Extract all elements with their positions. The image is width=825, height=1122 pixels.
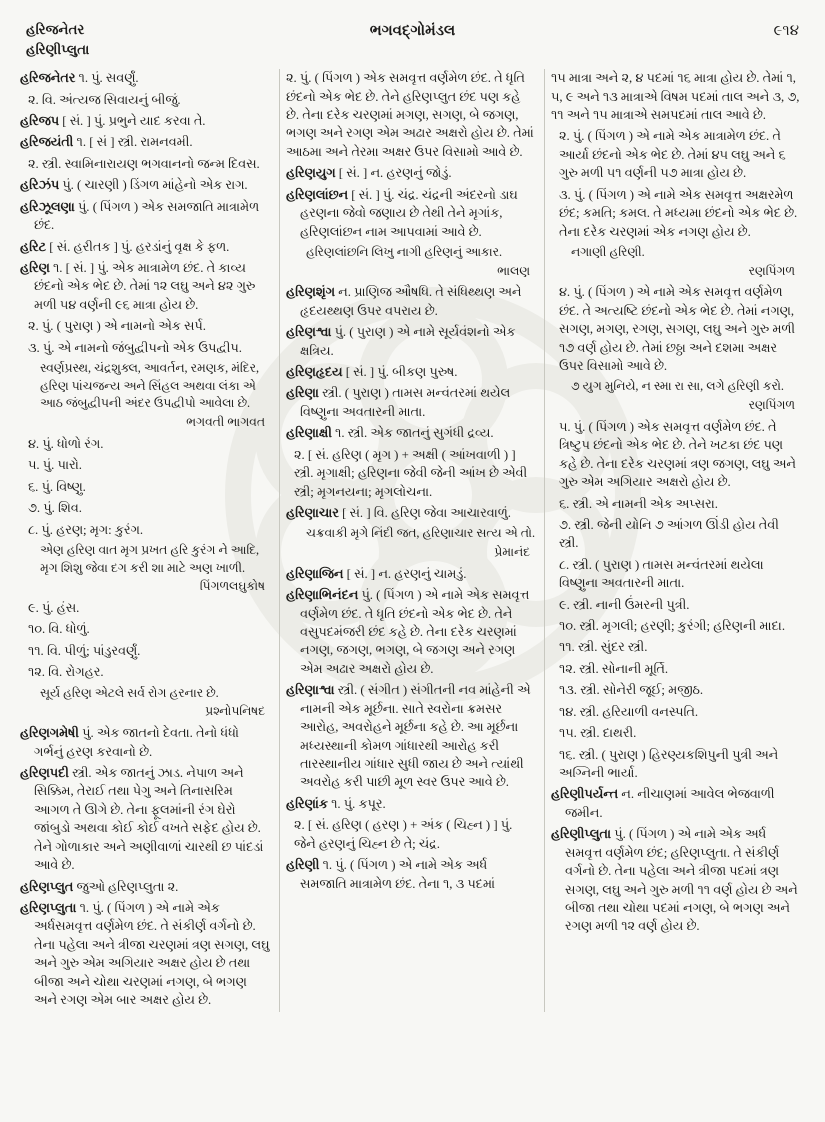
continuation-line: ૨. પું. ( પિંગળ ) એક સમવૃત્ત વર્ણમેળ છંદ. તે ધૃતિ છંદનો એક ભેદ છે. તેને હરિણપ્લુત છંદ પણ કહે છે. તેના દરેક ચરણમાં મગણ, સગણ, બે જગણ, ભગણ અને રગણ એમ અઢાર અક્ષરો હોય છે. તેમાં આઠમા અને તેરમા અક્ષર ઉપર વિસામો આવે છે.	[286, 71, 534, 159]
headword: હરિજયંતી	[20, 135, 74, 150]
headword: હરિટ	[20, 239, 47, 254]
dictionary-entry: હરિણ ૧. [ સં. ] પું. એક માત્રામેળ છંદ. તે કાવ્ય છંદનો એક ભેદ છે. તેમાં ૧૨ લઘુ અને ૪૨ ગુરુ મળી ૫૪ વર્ણની ૯૬ માત્રા હોય છે.	[20, 260, 256, 312]
headword: હરિણી	[286, 858, 320, 873]
book-title: ભગવદ્ગોમંડલ	[369, 23, 456, 39]
dictionary-entry: હરિણયુગ [ સં. ] ન. હરણનું જોડું.	[286, 166, 452, 181]
sense-line: ૩. પું. ( પિંગળ ) એ નામે એક સમવૃત્ત અક્ષરમેળ છંદ; કમતિ; કમલ. તે મધ્યમા છંદનો એક ભેદ છે. તેના દરેક ચરણમાં એક નગણ હોય છે.	[559, 187, 798, 239]
headword: હરિણીપર્યન્ત	[551, 787, 619, 802]
dictionary-entry: હરિણપ્લુત જુઓ હરિણપ્લુતા ૨.	[20, 879, 179, 894]
headword: હરિણીપ્લુતા	[551, 827, 612, 842]
headword: હરિણપ્લુત	[20, 879, 74, 894]
dictionary-entry: હરિણપ્લુતા ૧. પું. ( પિંગળ ) એ નામે એક અર્ધસમવૃત્ત વર્ણમેળ છંદ. તે સંકીર્ણ વર્ગનો છે. તેના પહેલા અને ત્રીજા ચરણમાં ત્રણ સગણ, લઘુ અને ગુરુ એમ અગિયાર અક્ષર હોય છે તથા બીજા અને ચોથા ચરણમાં નગણ, બે ભગણ અને રગણ એમ બાર અક્ષર હોય છે.	[20, 900, 270, 1008]
quote-line: હરિણલાંછનિ લિખુ નાગી હરિણનું આકાર.	[306, 244, 503, 259]
column-3	[544, 69, 809, 1012]
continuation-line: ૧૫ માત્રા અને ૨, ૪ પદમાં ૧૬ માત્રા હોય છે. તેમાં ૧, ૫, ૯ અને ૧૩ માત્રાએ વિષમ પદમાં તાલ અને ૩, ૭, ૧૧ અને ૧૫ માત્રાએ સમપદમાં તાલ આવે છે.	[551, 71, 800, 122]
sense-line: ૨. વિ. અંત્યજ સિવાયનું બીજું.	[28, 92, 181, 107]
headword: હરિજપ	[20, 113, 60, 128]
column-2	[279, 69, 544, 1012]
headword: હરિણશ્વા	[286, 325, 332, 340]
sense-line: ૨. સ્ત્રી. સ્વામિનારાયણ ભગવાનનો જન્મ દિવસ.	[28, 156, 260, 171]
dictionary-entry: હરિણાજિન [ સં. ] ન. હરણનું ચામડું.	[286, 566, 467, 581]
headword: હરિણયુગ	[286, 166, 336, 181]
headword: હરિણાંક	[286, 796, 328, 811]
guide-word-first: હરિજનેતર	[26, 22, 85, 37]
quote-line: એણ હરિણ વાત મૃગ પ્રખત હરિ કુરંગ ને આદિ, મૃગ શિશુ જેવા દગ કરી શા માટે અણ ખાળી.	[40, 542, 260, 575]
sense-line: ૧૩. સ્ત્રી. સોનેરી જૂઈ; મજીઠ.	[559, 683, 704, 698]
dictionary-entry: હરિણી ૧. પું. ( પિંગળ ) એ નામે એક અર્ધ સમજાતિ માત્રામેળ છંદ. તેના ૧, ૩ પદમાં	[286, 858, 495, 891]
dictionary-entry: હરિણા સ્ત્રી. ( પુરાણ ) તામસ મન્વંતરમાં થયેલ વિષ્ણુના અવતારની માતા.	[286, 386, 511, 419]
sense-line: ૮. પું. હરણ; મૃગ: કુરંગ.	[28, 522, 144, 537]
headword: હરિણાચાર	[286, 505, 339, 520]
column-1	[14, 69, 279, 1012]
headword: હરિણપ્લુતા	[20, 900, 77, 915]
headword: હરિણાજિન	[286, 566, 344, 581]
sense-line: ૯. સ્ત્રી. નાની ઉંમરની પુત્રી.	[559, 597, 690, 612]
headword: હરિણાક્ષી	[286, 426, 332, 441]
sense-line: ૬. પું. વિષ્ણુ.	[28, 479, 86, 494]
sense-line: ૧૨. સ્ત્રી. સોનાની મૂર્તિ.	[559, 661, 669, 676]
dictionary-entry: હરિણશ્વા પું. ( પુરાણ ) એ નામે સૂર્યવંશનો એક ક્ષત્રિય.	[286, 325, 516, 358]
headword: હરિઝંપ	[20, 178, 60, 193]
sense-line: ૭. પું. શિવ.	[28, 501, 82, 516]
headword: હરિણગમેષી	[20, 726, 79, 741]
sense-line: ૧૧. સ્ત્રી. સુંદર સ્ત્રી.	[559, 640, 648, 655]
sense-line: ૪. પું. ( પિંગળ ) એ નામે એક સમવૃત્ત વર્ણમેળ છંદ. તે અત્યષ્ટિ છંદનો એક ભેદ છે. તેમાં નગણ, સગણ, મગણ, રગણ, સગણ, લઘુ અને ગુરુ મળી ૧૭ વર્ણ હોય છે. તેમાં છઠ્ઠા અને દશમા અક્ષર ઉપર વિસામો આવે છે.	[559, 285, 796, 374]
sense-line: ૯. પું. હંસ.	[28, 601, 80, 616]
headword: હરિણાભિનંદન	[286, 588, 359, 603]
dictionary-entry: હરિજપ [ સં. ] પું. પ્રભુને યાદ કરવા તે.	[20, 113, 206, 128]
dictionary-entry: હરિણાંક ૧. પું. કપૂર.	[286, 796, 386, 811]
dictionary-entry: હરિણીપ્લુતા પું. ( પિંગળ ) એ નામે એક અર્ધ સમવૃત્ત વર્ણમેળ છંદ; હરિણપ્લુતા. તે સંકીર્ણ વર્ગનો છે. તેના પહેલા અને ત્રીજા પદમાં ત્રણ સગણ, લઘુ અને ગુરુ મળી ૧૧ વર્ણ હોય છે અને બીજા તથા ચોથા પદમાં નગણ, બે ભગણ અને રગણ મળી ૧૨ વર્ણ હોય છે.	[551, 827, 798, 934]
dictionary-entry: હરિણીપર્યન્ત ન. નીચાણમાં આવેલ ભેજવાળી જમીન.	[551, 787, 775, 820]
headword: હરિજનેતર	[20, 71, 76, 86]
sense-line: ૨. પું. ( પુરાણ ) એ નામનો એક સર્પ.	[28, 319, 206, 334]
headword: હરિણહૃદય	[286, 365, 343, 380]
sense-line: ૭. સ્ત્રી. જેની યોનિ ૭ આંગળ ઊંડી હોય તેવી સ્ત્રી.	[559, 517, 779, 551]
dictionary-entry: હરિઝંપ પું. ( ચારણી ) ડિંગળ માંહેનો એક રાગ.	[20, 178, 248, 193]
headword: હરિણલાંછન	[286, 187, 349, 202]
citation: રણપિંગળ	[748, 398, 795, 413]
dictionary-entry: હરિણહૃદય [ સં. ] પું. બીકણ પુરુષ.	[286, 365, 458, 380]
citation: ભાલણ	[497, 263, 530, 278]
headword: હરિણા	[286, 386, 319, 401]
citation: પ્રશ્નોપનિષદ	[205, 704, 265, 719]
sense-line: ૧૪. સ્ત્રી. હરિયાળી વનસ્પતિ.	[559, 704, 699, 719]
dictionary-entry: હરિઝૂલણા પું. ( પિંગળ ) એક સમજાતિ માત્રામેળ છંદ.	[20, 199, 260, 233]
sense-line: ૩. પું. એ નામનો જંબુદ્વીપનો એક ઉપદ્વીપ.	[28, 340, 242, 355]
dictionary-entry: હરિણલાંછન [ સં. ] પું. ચંદ્ર. ચંદ્રની અંદરનો ડાઘ હરણના જેવો જણાય છે તેથી તેને મૃગાંક, હરિણલાંછન નામ આપવામાં આવે છે.	[286, 187, 518, 239]
quote-line: સૂર્ય હરિણ એટલે સર્વ રોગ હરનાર છે.	[40, 685, 219, 700]
dictionary-entry: હરિણશૃંગ ન. પ્રાણિજ ઔષધિ. તે સંધિથ્થણ અને હૃદયથ્થણ ઉપર વપરાય છે.	[286, 285, 522, 318]
quote-line: ચક્રવાકી મૃગે નિંદી જત, હરિણાચાર સત્ય એ તો.	[306, 526, 536, 541]
dictionary-entry: હરિણાચાર [ સં. ] વિ. હરિણ જેવા આચારવાળું.	[286, 505, 511, 520]
dictionary-entry: હરિજયંતી ૧. [ સં ] સ્ત્રી. રામનવમી.	[20, 135, 193, 150]
headword: હરિણાશ્વા	[286, 683, 335, 698]
sense-line: ૧૫. સ્ત્રી. દાથરી.	[559, 726, 637, 741]
dictionary-entry: હરિજનેતર ૧. પું. સવર્ણું.	[20, 71, 139, 86]
sense-line: ૪. પું. ધોળો રંગ.	[28, 436, 104, 451]
citation: પિંગળલઘુકોષ	[199, 579, 265, 594]
sense-line: ૧૬. સ્ત્રી. ( પુરાણ ) હિરણ્યકશિપુની પુત્રી અને અગ્નિની ભાર્યા.	[559, 747, 779, 781]
sense-line: ૧૨. વિ. રોગહર.	[28, 665, 104, 680]
sense-line: ૨. પું. ( પિંગળ ) એ નામે એક માત્રામેળ છંદ. તે આર્યા છંદનો એક ભેદ છે. તેમાં ૪૫ લઘુ અને ૬ ગુરુ મળી ૫૧ વર્ણની ૫૭ માત્રા હોય છે.	[559, 129, 786, 181]
header-guide-words	[26, 20, 226, 59]
page-header	[0, 0, 825, 63]
dictionary-entry: હરિટ [ સં. હરીતક ] પું. હરડાંનું વૃક્ષ કે ફળ.	[20, 239, 230, 254]
citation: રણપિંગળ	[748, 263, 795, 278]
sense-line: ૫. પું. ( પિંગળ ) એક સમવૃત્ત વર્ણમેળ છંદ. તે ત્રિષ્ટુપ છંદનો એક ભેદ છે. તેને ખટકા છંદ પણ કહે છે. તેના દરેક ચરણમાં ત્રણ જગણ, લઘુ અને ગુરુ એમ અગિયાર અક્ષરો હોય છે.	[559, 419, 796, 490]
quote-line: ૭ યુગ મુનિયે, ન સ્મા રા સા, લગે હરિણી કરો.	[571, 379, 784, 394]
sense-line: ૧૦. સ્ત્રી. મૃગલી; હરણી; કુરંગી; હરિણની માદા.	[559, 619, 786, 634]
sense-line: ૮. સ્ત્રી. ( પુરાણ ) તામસ મન્વંતરમાં થયેલા વિષ્ણુના અવતારની માતા.	[559, 557, 764, 591]
sense-line: ૧૦. વિ. ધોળું.	[28, 622, 90, 637]
headword: હરિઝૂલણા	[20, 199, 75, 214]
headword: હરિણપદી	[20, 766, 69, 780]
dictionary-entry: હરિણાક્ષી ૧. સ્ત્રી. એક જાતનું સુગંધી દ્રવ્ય.	[286, 426, 494, 441]
text-columns	[0, 63, 825, 1012]
sense-line: ૬. સ્ત્રી. એ નામની એક અપ્સરા.	[559, 496, 718, 511]
dictionary-entry: હરિણગમેષી પું. એક જાતનો દેવતા. તેનો ધંધો ગર્ભનું હરણ કરવાનો છે.	[20, 726, 239, 759]
sense-line: ૨. [ સં. હરિણ ( મૃગ ) + અક્ષી ( આંખવાળી ) ] સ્ત્રી. મૃગાક્ષી; હરિણના જેવી જેની આંખ છે એવી સ્ત્રી; મૃગનયના; મૃગલોચના.	[294, 447, 528, 499]
page-number: ૯૧૪	[773, 23, 799, 39]
headword: હરિણશૃંગ	[286, 285, 335, 300]
sense-line: ૨. [ સં. હરિણ ( હરણ ) + અંક ( ચિહ્ન ) ] પું. જેને હરણનું ચિહ્ન છે તે; ચંદ્ર.	[294, 818, 513, 851]
dictionary-entry: હરિણાભિનંદન પું. ( પિંગળ ) એ નામે એક સમવૃત્ત વર્ણમેળ છંદ. તે ધૃતિ છંદનો એક ભેદ છે. તેને વસુપદમંજરી છંદ કહે છે. તેના દરેક ચરણમાં નગણ, જગણ, ભગણ, બે જગણ અને રગણ એમ અઢાર અક્ષરો હોય છે.	[286, 588, 530, 676]
citation: ભગવતી ભાગવત	[186, 415, 265, 430]
quote-line: સ્વર્ણપ્રસ્થ, ચંદ્રશુક્લ, આવર્તન, રમણક, મંદિર, હરિણ પાંચજન્ય અને સિંહલ અથવા લંકા એ આઠ જંબુદ્વીપની અંદર ઉપદ્વીપો આવેલા છે.	[40, 361, 260, 411]
quote-line: નગાણી હરિણી.	[571, 244, 645, 259]
sense-line: ૧૧. વિ. પીળું; પાંડુરવર્ણું.	[28, 643, 141, 658]
sense-line: ૫. પું. પારો.	[28, 458, 82, 473]
guide-word-last: હરિણીપ્લુતા	[26, 41, 90, 57]
citation: પ્રેમાનંદ	[494, 545, 530, 560]
headword: હરિણ	[20, 260, 50, 275]
dictionary-entry: હરિણાશ્વા સ્ત્રી. ( સંગીત ) સંગીતની નવ માંહેની એ નામની એક મૂર્છના. સાતે સ્વરોના ક્રમસર આરોહ, અવરોહને મૂર્છના કહે છે. આ મૂર્છના મધ્યસ્થાની કોમળ ગાંધારથી આરોહ કરી તારસ્થાનીય ગાંધાર સુધી જાય છે અને ત્યાંથી અવરોહ કરી પાછી મૂળ સ્વર ઉપર આવે છે.	[286, 683, 531, 790]
dictionary-entry: હરિણપદી સ્ત્રી. એક જાતનું ઝાડ. નેપાળ અને સિક્કિમ, તેરાઈ તથા પેગુ અને તિનાસરિમ આગળ તે ઊગે છે. તેના ફૂલમાંની રંગ ઘેરો જાંબુડો અથવા કોઈ કોઈ વખતે સફેદ હોય છે. તેને ગોળાકાર અને અણીવાળાં ચારથી છ પાંદડાં આવે છે.	[20, 766, 264, 873]
